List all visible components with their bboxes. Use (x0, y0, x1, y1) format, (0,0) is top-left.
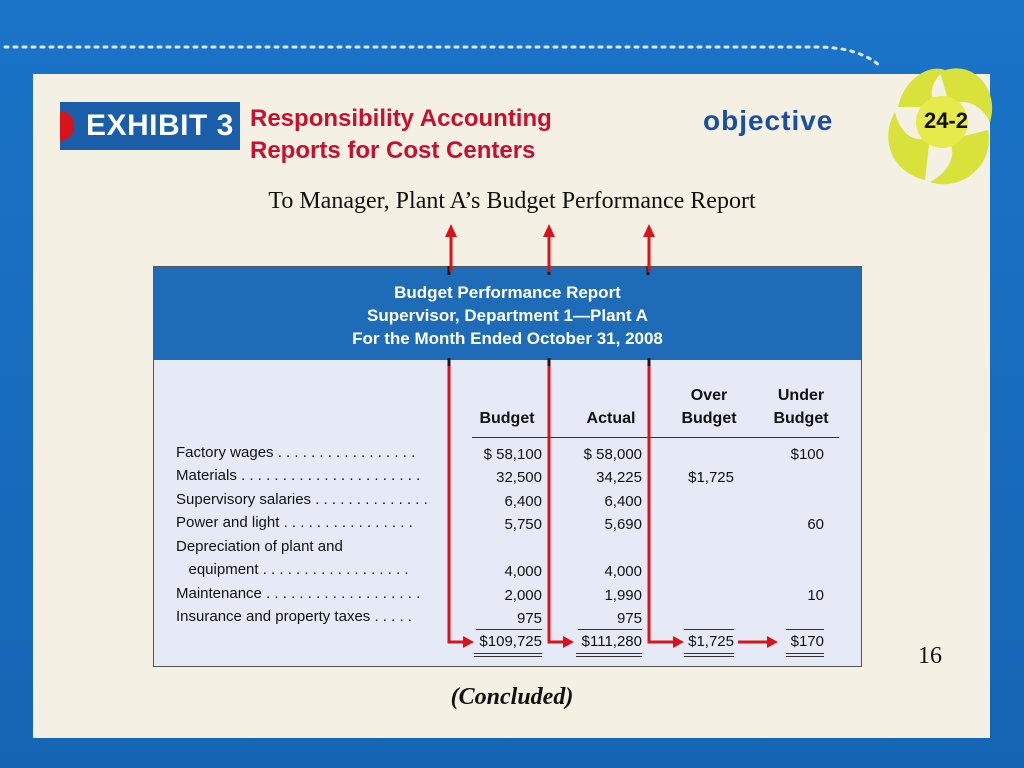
cell-under: 10 (807, 587, 824, 604)
report-header-line1: Budget Performance Report (394, 283, 621, 302)
slide-title-line2: Reports for Cost Centers (250, 137, 536, 164)
cell-budget: 975 (516, 610, 542, 627)
column-header-under-line1: Under (777, 387, 825, 404)
report-header (154, 267, 861, 360)
budget-performance-report (153, 266, 862, 667)
column-header-over-line2: Budget (681, 410, 737, 427)
total-actual: $111,280 (581, 633, 642, 650)
cell-budget: 32,500 (496, 469, 542, 486)
row-label: Maintenance . . . . . . . . . . . . . . . . . . . (176, 585, 421, 602)
report-header-line2: Supervisor, Department 1—Plant A (367, 306, 648, 325)
cell-budget: 6,400 (504, 493, 542, 510)
cell-budget: 5,750 (504, 516, 542, 533)
cell-actual: 5,690 (604, 516, 642, 533)
report-header-line3: For the Month Ended October 31, 2008 (352, 329, 663, 348)
cell-budget: 2,000 (504, 587, 542, 604)
row-label: Insurance and property taxes . . . . . (176, 608, 412, 625)
exhibit-label: EXHIBIT 3 (60, 102, 240, 150)
subtotal-rule-under (786, 629, 824, 630)
row-label: Supervisory salaries . . . . . . . . . . . . . . (176, 491, 428, 508)
cell-actual: 34,225 (596, 469, 642, 486)
subtotal-rule-budget (476, 629, 542, 630)
cell-budget: 4,000 (504, 563, 542, 580)
row-label: Factory wages . . . . . . . . . . . . . . . . . (176, 444, 416, 461)
row-label: Power and light . . . . . . . . . . . . . . . . (176, 514, 413, 531)
column-header-under-budget (756, 384, 846, 430)
row-label: Depreciation of plant and (176, 538, 343, 555)
column-header-budget: Budget (479, 410, 535, 427)
cell-actual: 975 (616, 610, 642, 627)
cell-actual: 1,990 (604, 587, 642, 604)
objective-label: objective (703, 105, 834, 136)
column-header-under-line2: Budget (773, 410, 829, 427)
total-double-rule-actual (576, 653, 642, 657)
cell-actual: $ 58,000 (583, 446, 642, 463)
cell-over: $1,725 (688, 469, 734, 486)
cell-actual: 6,400 (604, 493, 642, 510)
column-header-over-line1: Over (690, 387, 728, 404)
concluded-note: (Concluded) (450, 684, 574, 710)
total-double-rule-budget (474, 653, 542, 657)
total-over: $1,725 (688, 633, 734, 650)
row-label: Materials . . . . . . . . . . . . . . . . . . . . . . (176, 467, 421, 484)
total-budget: $109,725 (479, 633, 542, 650)
subtotal-rule-over (684, 629, 734, 630)
cell-budget: $ 58,100 (483, 446, 542, 463)
objective-number: 24-2 (924, 108, 969, 133)
subtotal-rule-actual (578, 629, 642, 630)
column-header-over-budget (664, 384, 754, 430)
report-subtitle: To Manager, Plant A’s Budget Performance Report (268, 188, 756, 214)
cell-under: 60 (807, 516, 824, 533)
cell-actual: 4,000 (604, 563, 642, 580)
header-rule (472, 437, 839, 438)
total-under: $170 (790, 633, 824, 650)
cell-under: $100 (790, 446, 824, 463)
total-double-rule-over (684, 653, 734, 657)
row-label: equipment . . . . . . . . . . . . . . . . . . (176, 561, 409, 578)
total-double-rule-under (786, 653, 824, 657)
slide-title (250, 103, 552, 167)
page-number: 16 (918, 643, 942, 669)
column-header-actual: Actual (586, 410, 636, 427)
slide-title-line1: Responsibility Accounting (250, 105, 552, 132)
